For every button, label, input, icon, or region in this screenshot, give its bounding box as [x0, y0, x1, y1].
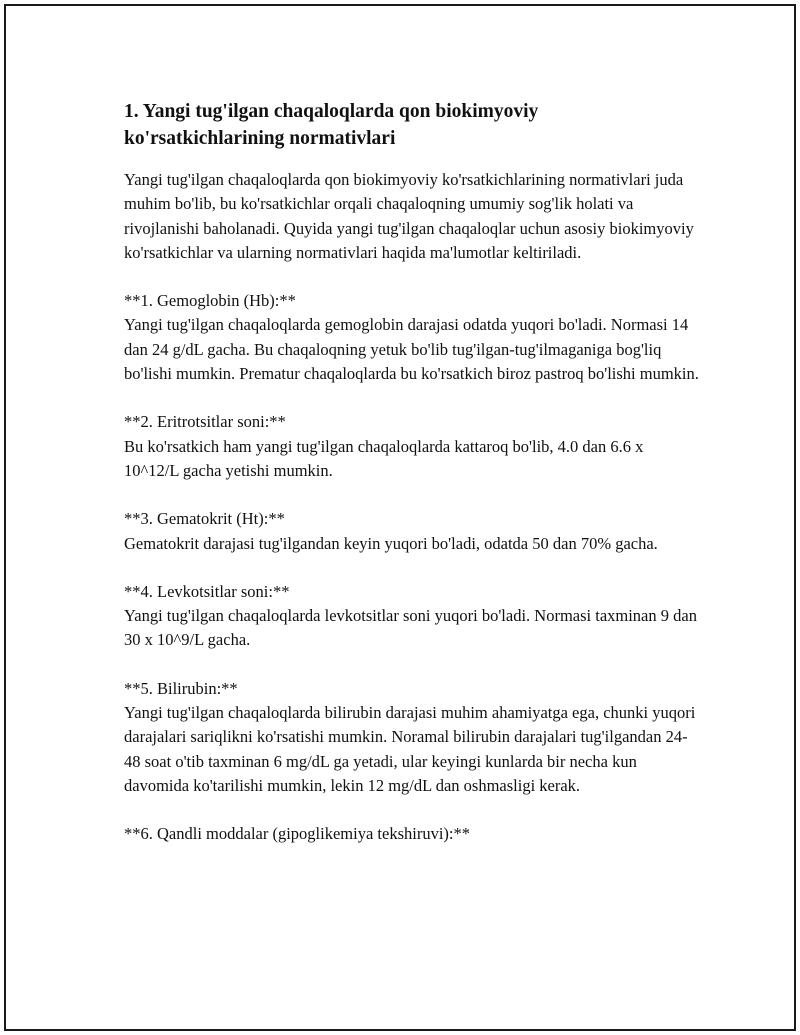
section-title: **1. Gemoglobin (Hb):**	[124, 291, 296, 311]
document-content	[124, 98, 699, 847]
section-levkotsitlar	[124, 580, 699, 653]
section-body: Gematokrit darajasi tug'ilgandan keyin yuqori bo'ladi, odatda 50 dan 70% gacha.	[124, 533, 658, 553]
section-gemoglobin	[124, 289, 699, 386]
intro-paragraph: Yangi tug'ilgan chaqaloqlarda qon biokimyoviy ko'rsatkichlarining normativlari juda muhim bo'lib, bu ko'rsatkichlar orqali chaqaloqning umumiy sog'lik holati va rivojlanishi baholanadi. Quyida yangi tug'ilgan chaqaloqlar uchun asosiy biokimyoviy ko'rsatkichlar va ularning normativlari haqida ma'lumotlar keltiriladi.	[124, 170, 694, 262]
section-qandli-moddalar	[124, 822, 699, 846]
section-title: **4. Levkotsitlar soni:**	[124, 581, 290, 601]
heading-line-1: 1. Yangi tug'ilgan chaqaloqlarda qon biokimyoviy	[124, 101, 539, 122]
section-body: Yangi tug'ilgan chaqaloqlarda gemoglobin darajasi odatda yuqori bo'ladi. Normasi 14 dan 24 g/dL gacha. Bu chaqaloqning yetuk bo'lib tug'ilgan-tug'ilmaganiga bog'liq bo'lishi mumkin. Prematur chaqaloqlarda bu ko'rsatkich biroz pastroq bo'lishi mumkin.	[124, 315, 699, 384]
document-heading	[124, 98, 699, 152]
section-gematokrit	[124, 507, 699, 556]
heading-line-2: ko'rsatkichlarining normativlari	[124, 128, 396, 149]
section-title: **3. Gematokrit (Ht):**	[124, 509, 285, 529]
page-frame	[4, 4, 796, 1031]
section-bilirubin	[124, 677, 699, 798]
section-title: **2. Eritrotsitlar soni:**	[124, 412, 286, 432]
section-body: Bu ko'rsatkich ham yangi tug'ilgan chaqaloqlarda kattaroq bo'lib, 4.0 dan 6.6 x 10^12/L gacha yetishi mumkin.	[124, 436, 644, 480]
section-eritrotsitlar	[124, 410, 699, 483]
section-title: **6. Qandli moddalar (gipoglikemiya tekshiruvi):**	[124, 824, 470, 844]
section-body: Yangi tug'ilgan chaqaloqlarda levkotsitlar soni yuqori bo'ladi. Normasi taxminan 9 dan 30 x 10^9/L gacha.	[124, 606, 697, 650]
section-title: **5. Bilirubin:**	[124, 678, 238, 698]
section-body: Yangi tug'ilgan chaqaloqlarda bilirubin darajasi muhim ahamiyatga ega, chunki yuqori darajalari sariqlikni ko'rsatishi mumkin. Noramal bilirubin darajalari tug'ilgandan 24-48 soat o'tib taxminan 6 mg/dL ga yetadi, ular keyingi kunlarda bir necha kun davomida ko'tarilishi mumkin, lekin 12 mg/dL dan oshmasligi kerak.	[124, 703, 696, 795]
